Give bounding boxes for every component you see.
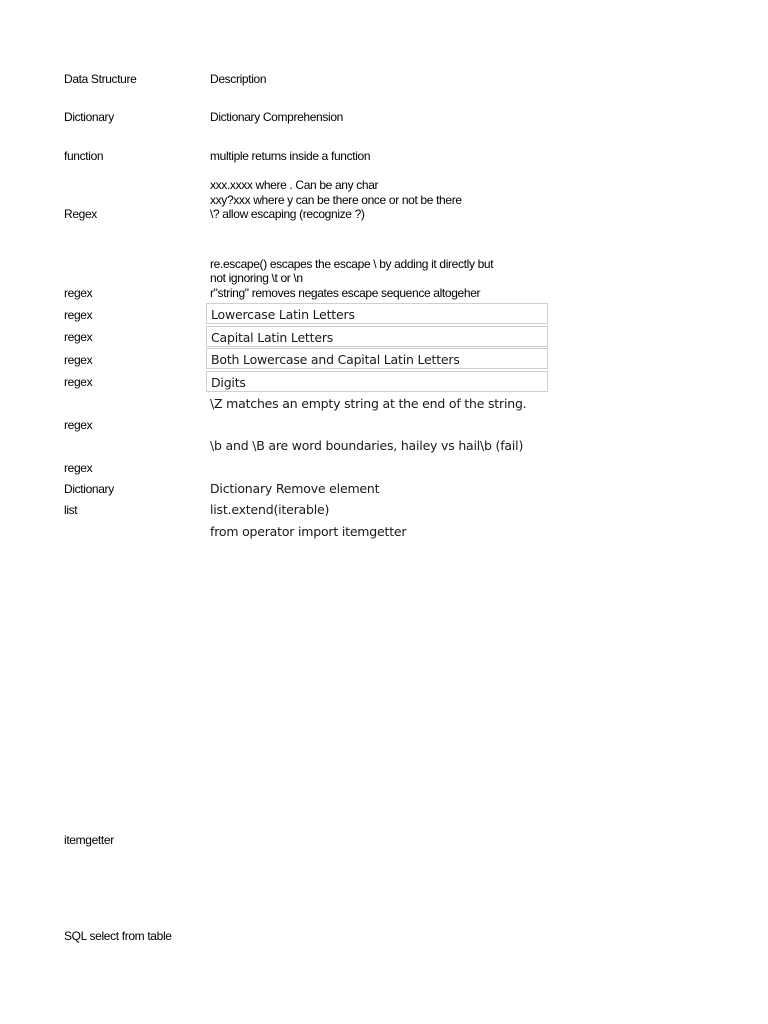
bordered-cell: [206, 326, 548, 347]
row-data-structure: regex: [64, 461, 93, 475]
row-data-structure: regex: [64, 308, 93, 322]
row-data-structure: Dictionary: [64, 482, 114, 496]
row-data-structure: regex: [64, 286, 93, 300]
bordered-cell: [206, 348, 548, 369]
header-data-structure: Data Structure: [64, 72, 137, 86]
row-data-structure: SQL select from table: [64, 929, 172, 943]
row-description: Digits: [211, 375, 246, 390]
row-description-line: xxy?xxx where y can be there once or not be there: [210, 193, 462, 207]
row-description: list.extend(iterable): [210, 502, 330, 517]
row-description: multiple returns inside a function: [210, 149, 371, 163]
row-data-structure: function: [64, 149, 104, 163]
row-data-structure: itemgetter: [64, 833, 114, 847]
row-data-structure: Dictionary: [64, 110, 114, 124]
header-description: Description: [210, 72, 267, 86]
row-description-line: xxx.xxxx where . Can be any char: [210, 178, 379, 192]
row-data-structure: regex: [64, 375, 93, 389]
row-data-structure: list: [64, 503, 78, 517]
row-data-structure: regex: [64, 353, 93, 367]
row-description: Capital Latin Letters: [211, 330, 334, 345]
row-description-line: re.escape() escapes the escape \ by adding it directly but: [210, 257, 494, 271]
row-description: \Z matches an empty string at the end of the string.: [210, 396, 527, 411]
row-description: Lowercase Latin Letters: [211, 307, 355, 322]
row-description-line: r"string" removes negates escape sequence altogeher: [210, 286, 481, 300]
row-description: Dictionary Comprehension: [210, 110, 343, 124]
row-description: from operator import itemgetter: [210, 524, 407, 539]
bordered-cell: [206, 303, 548, 324]
bordered-cell: [206, 371, 548, 392]
row-data-structure: Regex: [64, 207, 97, 221]
row-description-line: not ignoring \t or \n: [210, 271, 303, 285]
row-description: Both Lowercase and Capital Latin Letters: [211, 352, 460, 367]
row-description: Dictionary Remove element: [210, 481, 380, 496]
row-data-structure: regex: [64, 418, 93, 432]
row-description-line: \? allow escaping (recognize ?): [210, 207, 365, 221]
row-description: \b and \B are word boundaries, hailey vs hail\b (fail): [210, 438, 524, 453]
row-data-structure: regex: [64, 330, 93, 344]
